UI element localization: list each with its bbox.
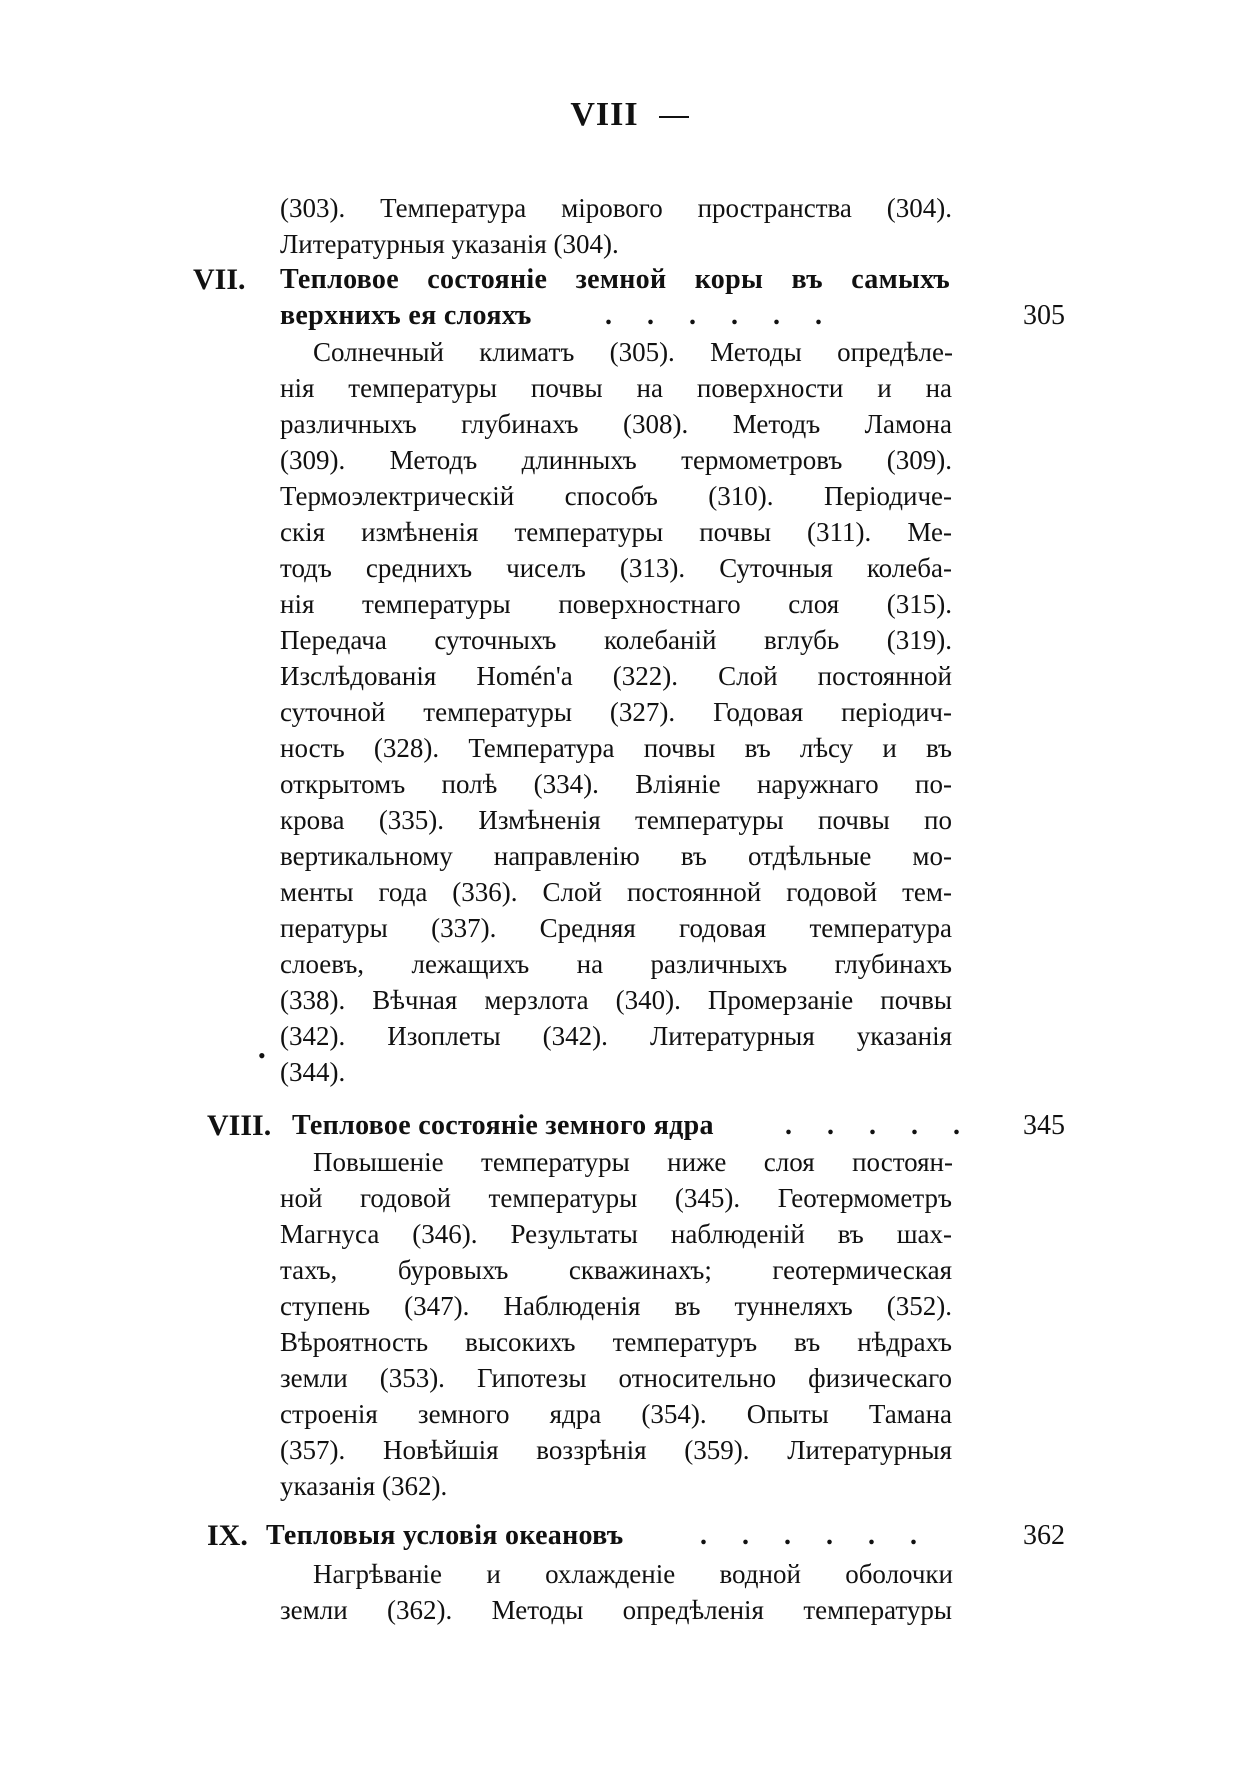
toc-line: нія температуры поверхностнаго слоя (315). (280, 589, 952, 619)
section-title: Тепловое состояніе земного ядра (292, 1110, 714, 1141)
toc-line: менты года (336). Слой постоянной годовой тем- (280, 877, 952, 907)
section-title: Тепловое состояніе земной коры въ самыхъ (280, 264, 950, 295)
toc-line: (344). (280, 1057, 346, 1087)
page-number-roman (0, 96, 1259, 134)
toc-line: земли (353). Гипотезы относительно физическаго (280, 1363, 952, 1393)
toc-line: Вѣроятность высокихъ температуръ въ нѣдрахъ (280, 1327, 952, 1357)
section-title-cont: верхнихъ ея слояхъ (280, 300, 532, 331)
toc-line: слоевъ, лежащихъ на различныхъ глубинахъ (280, 949, 952, 979)
toc-line: Повышеніе температуры ниже слоя постоян- (313, 1147, 953, 1177)
leader-dots: . . . . . . (700, 1520, 931, 1551)
toc-line: Солнечный климатъ (305). Методы опредѣле- (313, 337, 953, 367)
toc-line: различныхъ глубинахъ (308). Методъ Ламона (280, 409, 952, 439)
toc-line: Передача суточныхъ колебаній вглубь (319). (280, 625, 952, 655)
section-numeral: VII. (193, 263, 246, 296)
section-numeral: VIII. (207, 1109, 272, 1142)
toc-line: открытомъ полѣ (334). Вліяніе наружнаго по- (280, 769, 952, 799)
toc-line: (309). Методъ длинныхъ термометровъ (309). (280, 445, 952, 475)
intro-line: Литературныя указанія (304). (280, 229, 619, 259)
section-title: Тепловыя условія океановъ (266, 1520, 624, 1551)
page-reference: 305 (1023, 300, 1065, 331)
leader-dots: . . . . . (785, 1110, 974, 1141)
toc-line: указанія (362). (280, 1471, 448, 1501)
toc-line: Термоэлектрическій способъ (310). Періодиче- (280, 481, 952, 511)
toc-line: ность (328). Температура почвы въ лѣсу и въ (280, 733, 952, 763)
toc-line: земли (362). Методы опредѣленія температуры (280, 1595, 952, 1625)
page-reference: 345 (1023, 1110, 1065, 1141)
toc-line: ступень (347). Наблюденія въ туннеляхъ (352). (280, 1291, 952, 1321)
intro-line: (303). Температура мірового пространства (304). (280, 193, 952, 223)
running-head-text: VIII (570, 96, 639, 133)
toc-line: скія измѣненія температуры почвы (311). Ме- (280, 517, 952, 547)
toc-line: пературы (337). Средняя годовая температура (280, 913, 952, 943)
toc-line: Нагрѣваніе и охлажденіе водной оболочки (313, 1559, 953, 1589)
toc-line: Магнуса (346). Результаты наблюденій въ шах- (280, 1219, 952, 1249)
printer-mark: • (258, 1043, 266, 1068)
toc-line: Изслѣдованія Homén'а (322). Слой постоянной (280, 661, 952, 691)
toc-line: тахъ, буровыхъ скважинахъ; геотермическая (280, 1255, 952, 1285)
toc-line: суточной температуры (327). Годовая періодич- (280, 697, 952, 727)
page-reference: 362 (1023, 1520, 1065, 1551)
toc-line: крова (335). Измѣненія температуры почвы по (280, 805, 952, 835)
toc-line: ной годовой температуры (345). Геотермометръ (280, 1183, 952, 1213)
toc-line: (342). Изоплеты (342). Литературныя указанія (280, 1021, 952, 1051)
leader-dots: . . . . . . (605, 300, 836, 331)
toc-line: (357). Новѣйшія воззрѣнія (359). Литературныя (280, 1435, 952, 1465)
header-rule (659, 116, 689, 118)
toc-line: тодъ среднихъ чиселъ (313). Суточныя колеба- (280, 553, 952, 583)
toc-line: нія температуры почвы на поверхности и на (280, 373, 952, 403)
toc-line: вертикальному направленію въ отдѣльные мо- (280, 841, 952, 871)
toc-line: строенія земного ядра (354). Опыты Тамана (280, 1399, 952, 1429)
section-numeral: IX. (207, 1519, 248, 1552)
toc-line: (338). Вѣчная мерзлота (340). Промерзаніе почвы (280, 985, 952, 1015)
